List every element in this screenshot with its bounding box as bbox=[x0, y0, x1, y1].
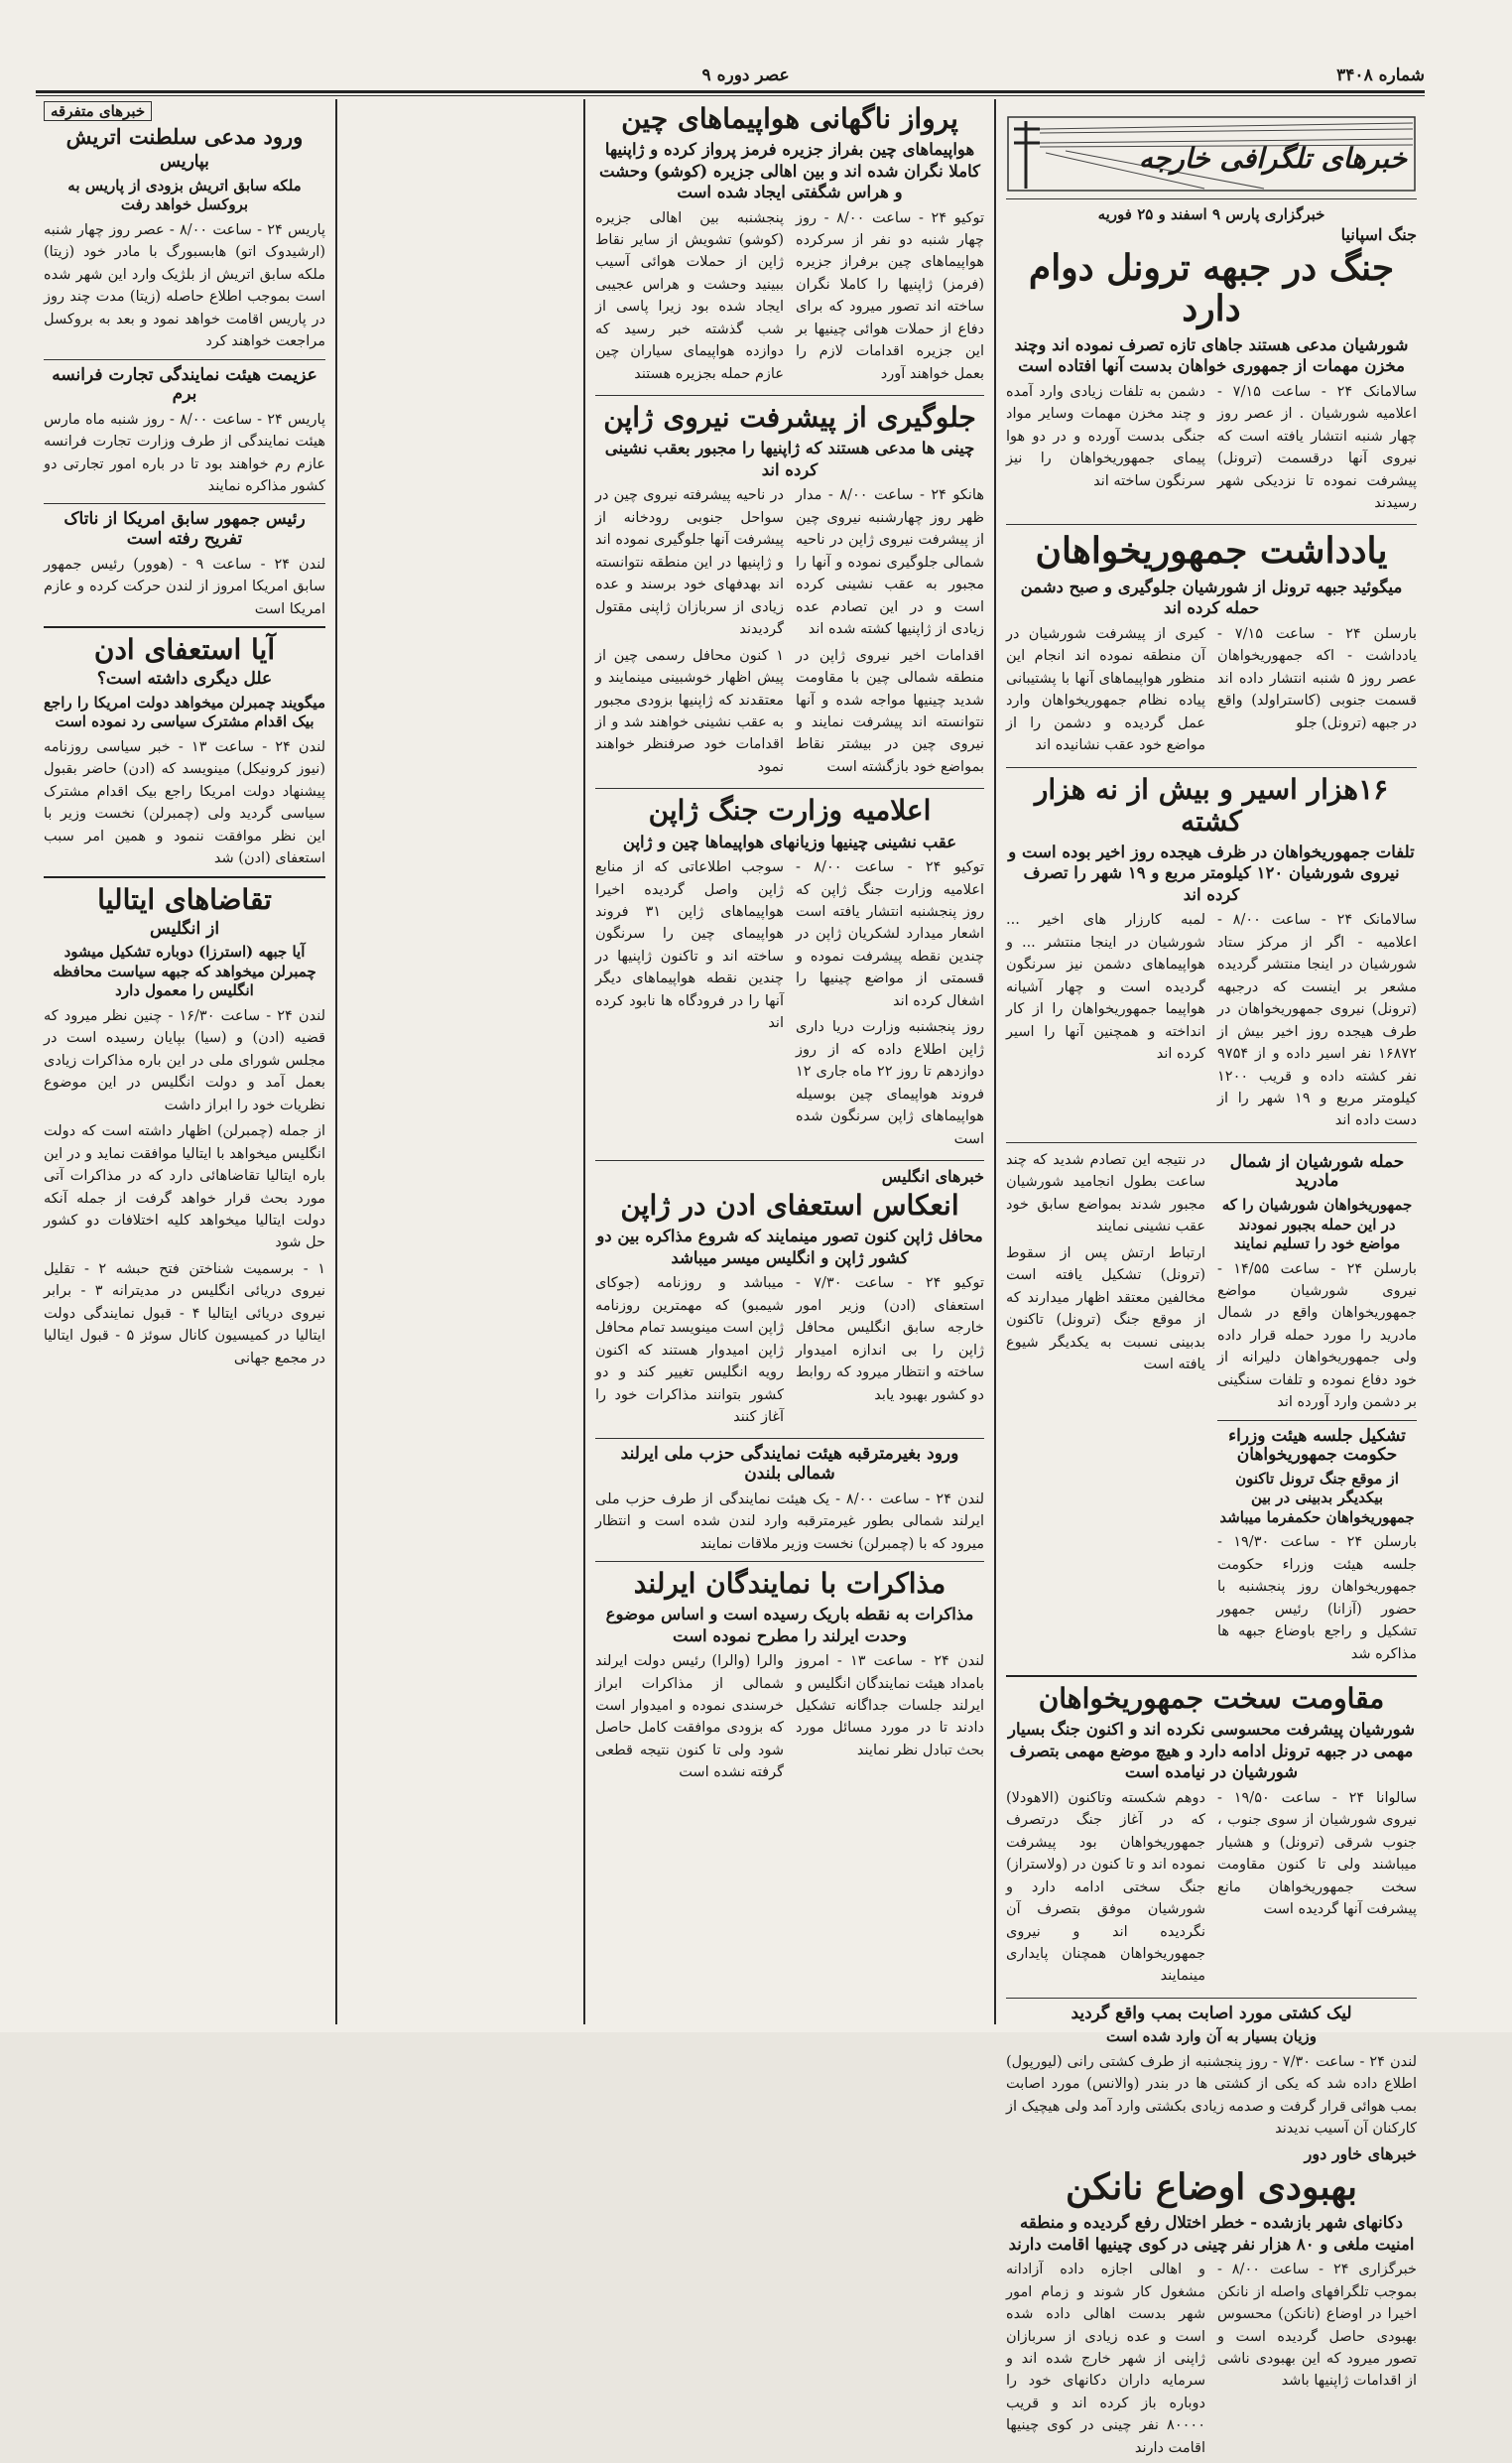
article-eden-japan-a: توکیو ۲۴ - ساعت ۷/۳۰ - استعفای (ادن) وزیر امور خارجه سابق انگلیس محافل ژاپن را بی اندازه امیدوار ساخته و انتظار میرود که روابط دو کشور بهبود یابد bbox=[796, 1275, 985, 1403]
article-madrid-attack-cont: در نتیجه این تصادم شدید که چند ساعت بطول انجامید شورشیان مجبور شدند بمواضع سابق خود عقب نشینی نمایند bbox=[1006, 1151, 1205, 1235]
article-teruel-b: دشمن به تلفات زیادی وارد آمده و چند مخزن مهمات وسایر مواد جنگی بدست آورده و در دو هوا پیمای جمهوریخواهان را نیز سرنگون ساخته اند bbox=[1006, 383, 1205, 489]
headline-cabinet: تشکیل جلسه هیئت وزراء حکومت جمهوریخواهان bbox=[1228, 1425, 1406, 1466]
article-italy-b: از جمله (چمبرلن) اظهار داشته است که دولت انگلیس میخواهد با ایتالیا موافقت نماید و در این باره ایتالیا تقاضاهائی دارد که در مذاکرات آتی مورد بحث قرار خواهد گرفت از جمله آنکه دولت ایتالیا میخواهد کلیه اختلافات دو کشور حل شود bbox=[44, 1123, 325, 1251]
headline-prisoners: ۱۶هزار اسیر و بیش از نه هزار کشته bbox=[1034, 772, 1389, 838]
article-teruel-a: سالامانک ۲۴ - ساعت ۷/۱۵ - اعلامیه شورشیان . از عصر روز چهار شنبه انتشار یافته است که نیروی آنها درقسمت (ترونل) پیشرفت نموده تا نزدیکی شهر رسیدند bbox=[1217, 383, 1417, 511]
dek-eden-resign: علل دیگری داشته است؟ bbox=[96, 669, 273, 690]
dek-italy-demands-b: آیا جبهه (استرزا) دوباره تشکیل میشود چمبرلن میخواهد که جبهه سیاست محافظه انگلیس را معمول دارد bbox=[53, 943, 316, 1000]
headline-republican-note: یادداشت جمهوریخواهان bbox=[1035, 530, 1388, 573]
article-cabinet-cont: ارتباط ارتش پس از سقوط (ترونل) تشکیل یافته است مخالفین معتقد اظهار میدارند که از موقع جنگ (ترونل) تاکنون بدبینی نسبت به یکدیگر شیوع یافته است bbox=[1006, 1244, 1205, 1373]
dek-prisoners: تلفات جمهوریخواهان در ظرف هیجده روز اخیر بوده است و نیروی شورشیان ۱۲۰ کیلومتر مربع و ۱۹ شهر را تصرف کرده اند bbox=[1008, 842, 1415, 904]
dek-italy-demands: از انگلیس bbox=[149, 918, 220, 939]
article-halt-a: هانکو ۲۴ - ساعت ۸/۰۰ - مدار ظهر روز چهارشنبه نیروی چین از پیشرفت نیروی ژاپن در ناحیه شمالی جلوگیری نموده و آنها را مجبور به عقب نشینی کرده است و در این تصادم عده زیادی از ژاپنیها کشته شده اند bbox=[796, 487, 985, 638]
column-divider-right bbox=[994, 99, 996, 2024]
dek-eden-resign-b: میگویند چمبرلن میخواهد دولت امریکا را راجع بیک اقدام مشترک سیاسی رد نموده است bbox=[44, 693, 325, 731]
article-italy-c: ۱ - برسمیت شناختن فتح حبشه ۲ - تقلیل نیروی دریائی انگلیس در مدیترانه ۳ - برابر نیروی دریائی ایتالیا ۴ - قبول نمایندگی دولت ایتالیا در کمیسیون کانال سوئز ۵ - قبول ایتالیا در مجمع جهانی bbox=[44, 1260, 326, 1366]
top-rule bbox=[36, 90, 1425, 93]
article-ship-bombed: لندن ۲۴ - ساعت ۷/۳۰ - روز پنجشنبه از طرف کشتی رانی (لیورپول) اطلاع داده شد که یکی از کشتی ها در بندر (والانس) مورد اصابت بمب هوائی قرار گرفت و صدمه زیادی بکشتی وارد آمد ولی هیچیک از کارکنان آن آسیب ندیدند bbox=[1006, 2053, 1417, 2138]
article-irish-delegation: لندن ۲۴ - ساعت ۸/۰۰ - یک هیئت نمایندگی از طرف حزب ملی ایرلند شمالی بطور غیرمترقبه وارد لندن شده است و انتظار میرود که با (چمبرلن) نخست وزیر ملاقات نمایند bbox=[595, 1491, 984, 1552]
article-ministry-a: توکیو ۲۴ - ساعت ۸/۰۰ - اعلامیه وزارت جنگ ژاپن که روز پنجشنبه انتشار یافته است اشعار میدارد لشکریان ژاپن در چندین نقطه پیشرفت نموده و قسمتی از مواضع چینیها را اشغال کرده اند bbox=[796, 859, 985, 1009]
headline-irish-delegation: ورود بغیرمترقبه هیئت نمایندگی حزب ملی ایرلند شمالی بلندن bbox=[620, 1444, 959, 1485]
article-ministry-b: سوجب اطلاعاتی که از منابع ژاپن واصل گردیده اخیرا هواپیماهای ژاپن ۳۱ فروند هواپیمای چین را سرنگون ساخته اند و تاکنون ژاپنیها در چندین نقطه هواپیماهای دیگر آنها را در فرودگاه ها نابود کرده اند bbox=[595, 859, 784, 1032]
headline-italy-demands: تقاضاهای ایتالیا bbox=[97, 882, 272, 916]
article-nanking-a: خبرگزاری ۲۴ - ساعت ۸/۰۰ - بموجب تلگرافهای واصله از نانکن اخیرا در اوضاع (نانکن) محسوس بهبودی حاصل گردیده است و تصور میرود که این بهبودی ناشی از اقدامات ژاپنیها باشد bbox=[1217, 2262, 1418, 2390]
dek-japan-halt: چینی ها مدعی هستند که ژاپنیها را مجبور بعقب نشینی کرده اند bbox=[604, 439, 975, 479]
dek-chinese-planes: هواپیماهای چین بفراز جزیره فرمز پرواز کرده و ژاپنیها کاملا نگران شده اند و بین اهالی جزیره (کوشو) وحشت و هراس شگفتی ایجاد شده است bbox=[598, 140, 980, 202]
headline-us-president: رئیس جمهور سابق امریکا از ناتاک تفریح رفته است bbox=[63, 509, 306, 550]
dek-eden-japan: محافل ژاپن کنون تصور مینمایند که شروع مذاکره بین دو کشور ژاپن و انگلیس میسر میباشد bbox=[596, 1227, 983, 1267]
dek-republican-note: میگوئید جبهه ترونل از شورشیان جلوگیری و صبح دشمن حمله کرده اند bbox=[1020, 577, 1403, 618]
section-kicker: جنگ اسپانیا bbox=[1340, 225, 1417, 244]
headline-chinese-planes: پرواز ناگهانی هواپیماهای چین bbox=[621, 102, 958, 135]
sub-austria-claimant: بپاریس bbox=[160, 152, 209, 173]
headline-japan-halt: جلوگیری از پیشرفت نیروی ژاپن bbox=[603, 401, 976, 435]
dek-war-ministry: عقب نشینی چینیها وزیانهای هواپیماها چین و ژاپن bbox=[622, 832, 957, 851]
column-divider-far-left bbox=[335, 99, 337, 2024]
article-prisoners-b: لمبه کارزار های اخیر ... شورشیان در اینجا منتشر ... و هواپیماهای دشمن نیز سرنگون گردیده است و چهار آشیانه هواپیما جمهوریخواهان را از کار انداخته و همچنین آنها را اسیر کرده اند bbox=[1006, 912, 1205, 1063]
misc-kicker: خبرهای متفرقه bbox=[44, 101, 325, 121]
article-note-a: بارسلن ۲۴ - ساعت ۷/۱۵ - یادداشت - اکه جمهوریخواهان عصر روز ۵ شنبه انتشار داده اند قسمت جنوبی (کاستراولد) واقع در جبهه (ترونل) جلو bbox=[1217, 625, 1418, 731]
headline-nanking: بهبودی اوضاع نانکن bbox=[1065, 2165, 1358, 2208]
dek-ship-bombed: وزیان بسیار به آن وارد شده است bbox=[1106, 2027, 1317, 2046]
article-halt-c: اقدامات اخیر نیروی ژاپن در منطقه شمالی چین با مقاومت شدید چینیها مواجه شده و آنها نتوانسته اند پیشرفت نمایند و نیروی چین در بیشتر نقاط بمواضع خود بازگشته است bbox=[796, 647, 984, 775]
headline-war-ministry: اعلامیه وزارت جنگ ژاپن bbox=[648, 794, 932, 828]
headline-madrid-attack: حمله شورشیان از شمال مادرید bbox=[1229, 1151, 1405, 1192]
article-ministry-c: روز پنجشنبه وزارت دریا داری ژاپن اطلاع داده که از روز دوازدهم تا روز ۲۲ ماه جاری ۱۲ فروند هواپیمای چین بوسیله هواپیماهای ژاپن سرنگون شده است bbox=[796, 1019, 984, 1147]
headline-french-trade: عزیمت هیئت نمایندگی تجارت فرانسه برم bbox=[52, 364, 317, 405]
article-eden-japan-b: میباشد و روزنامه (جوکای شیمبو) که مهمترین روزنامه ژاپن است مینویسد تمام محافل ژاپن امیدوار هستند که اکنون رویه انگلیس تغییر کند و دو کشور بتوانند مذاکرات خود را آغاز کنند bbox=[595, 1275, 784, 1425]
masthead bbox=[36, 62, 1425, 89]
top-rule-thin bbox=[36, 95, 1425, 96]
masthead-center: عصر دوره ۹ bbox=[701, 65, 790, 85]
column-middle bbox=[587, 99, 992, 2022]
article-planes-a: توکیو ۲۴ - ساعت ۸/۰۰ - روز چهار شنبه دو نفر از سرکرده هواپیماهای چین برفراز جزیره (فرمز) ژاپنیها را کاملا نگران ساخته اند تصور میرود که برای دفاع از حملات هوائی چینیها بر این جزیره اقدامات لازم را بعمل خواهند آورد bbox=[796, 209, 985, 382]
dek-cabinet: از موقع جنگ ترونل تاکنون بیکدیگر بدبینی در بین جمهوریخواهان حکمفرما میباشد bbox=[1219, 1469, 1415, 1526]
article-halt-b: در ناحیه پیشرفته نیروی چین در سواحل جنوبی رودخانه از پیشرفت آنها جلوگیری نموده اند و ژاپنیها در این منطقه نتوانسته اند بهدفهای خود برسند و عده زیادی از سربازان ژاپنی مقتول گردیدند bbox=[595, 487, 784, 638]
headline-ship-bombed: لیک کشتی مورد اصابت بمب واقع گردید bbox=[1071, 2003, 1352, 2023]
article-eden-resign: لندن ۲۴ - ساعت ۱۳ - خبر سیاسی روزنامه (نیوز کرونیکل) مینویسد که (ادن) حاضر بقبول پیشنهاد دولت امریکا راجع بیک اقدام مشترک سیاسی گردید ولی (چمبرلن) نخست وزیر با این نظر موافقت ننمود و همین امر سبب استعفای (ادن) شد bbox=[44, 738, 325, 867]
headline-resistance: مقاومت سخت جمهوریخواهان bbox=[1038, 1682, 1385, 1716]
headline-teruel-war: جنگ در جبهه ترونل دوام دارد bbox=[1028, 247, 1395, 330]
article-cabinet: بارسلن ۲۴ - ساعت ۱۹/۳۰ - جلسه هیئت وزراء حکومت جمهوریخواهان روز پنجشنبه با حضور (آزانا) رئیس جمهور تشکیل و راجع باوضاع جبهه ها مذاکره شد bbox=[1217, 1534, 1417, 1662]
article-irish-talks-b: والرا (والرا) رئیس دولت ایرلند شمالی از مذاکرات ابراز خرسندی نموده و امیدوار است که بزودی موافقت کامل حاصل شود ولی تا کنون نتیجه قطعی گرفته نشده است bbox=[595, 1653, 784, 1781]
article-austria-claimant: پاریس ۲۴ - ساعت ۸/۰۰ - عصر روز چهار شنبه (ارشیدوک اتو) هابسبورگ با مادر خود (زیتا) ملکه سابق اتریش از بلژیک وارد این شهر شده است بموجب اطلاع حاصله (زیتا) مدت چند روز در پاریس اقامت خواهد نمود و بعد به بروکسل مراجعت خواهند کرد bbox=[44, 221, 326, 350]
headline-eden-resign: آیا استعفای ادن bbox=[93, 632, 276, 666]
headline-austria-claimant: ورود مدعی سلطنت اتریش bbox=[65, 124, 304, 149]
news-agency-line: خبرگزاری پارس ۹ اسفند و ۲۵ فوریه bbox=[1097, 205, 1325, 223]
dek-austria-claimant: ملکه سابق اتریش بزودی از پاریس به بروکسل خواهد رفت bbox=[67, 176, 302, 214]
column-left bbox=[36, 99, 333, 2022]
dek-resistance: شورشیان پیشرفت محسوسی نکرده اند و اکنون جنگ بسیار مهمی در جبهه ترونل ادامه دارد و هیچ موضع مهمی بتصرف شورشیان در نیامده است bbox=[1008, 1720, 1415, 1782]
far-east-kicker: خبرهای خاور دور bbox=[1304, 2143, 1417, 2163]
article-halt-d: ۱ کنون محافل رسمی چین از پیش اظهار خوشبینی مینمایند و معتقدند که ژاپنیها بزودی مجبور به عقب نشینی خواهند شد و از اقدامات خود صرفنظر خواهند نمود bbox=[595, 647, 784, 775]
article-planes-b: پنجشنبه بین اهالی جزیره (کوشو) تشویش از سایر نقاط ژاپن از حملات هوائی آسیب ببینید وحشت و هراس عجیبی ایجاد شده بود زیرا پاسی از شب گذشته خبر رسید که دوازده هواپیمای سیاران چین عازم حمله بجزیره هستند bbox=[595, 209, 784, 382]
article-nanking-b: و اهالی اجازه داده آزادانه مشغول کار شوند و زمام امور شهر بدست اهالی داده شده است و عده زیادی از سربازان ژاپنی از شهر خارج شده اند و سرمایه داران دکانهای خود را دوباره باز کرده اند و قریب ۸۰۰۰۰ نفر چینی در کوی چینیها اقامت دارند bbox=[1006, 2262, 1205, 2456]
column-divider-left bbox=[583, 99, 585, 2024]
headline-eden-japan: انعکاس استعفای ادن در ژاپن bbox=[620, 1189, 959, 1223]
issue-number: شماره ۳۴۰۸ bbox=[1336, 65, 1425, 85]
article-french-trade: پاریس ۲۴ - ساعت ۸/۰۰ - روز شنبه ماه مارس هیئت نمایندگی از طرف وزارت تجارت فرانسه عازم رم خواهند بود تا در باره امور تجارتی دو کشور مذاکره نمایند bbox=[44, 411, 325, 494]
article-us-president: لندن ۲۴ - ساعت ۹ - (هوور) رئیس جمهور سابق امریکا امروز از لندن حرکت کرده و عازم امریکا است bbox=[44, 556, 325, 617]
dek-nanking: دکانهای شهر بازشده - خطر اختلال رفع گردیده و منطقه امنیت ملغی و ۸۰ هزار نفر چینی در کوی چینیها اقامت دارند bbox=[1008, 2213, 1415, 2254]
dek-madrid-attack: جمهوریخواهان شورشیان را که در این حمله بجبور نمودند مواضع خود را تسلیم نمایند bbox=[1221, 1196, 1413, 1253]
article-madrid-attack: بارسلن ۲۴ - ساعت ۱۴/۵۵ - نیروی شورشیان مواضع جمهوریخواهان واقع در شمال مادرید را مورد حمله قرار داده ولی جمهوریخواهان دلیرانه از خود دفاع نموده و تلفات سنگینی بر دشمن وارد آورده اند bbox=[1217, 1260, 1417, 1411]
article-note-b: کیری از پیشرفت شورشیان در آن منطقه نموده اند انجام این منظور هواپیماهای آنها با پشتیبانی پیاده نظام جمهوریخواهان وارد عمل گردیده و دشمن را از مواضع خود عقب نشانیده اند bbox=[1006, 625, 1205, 754]
article-italy-a: لندن ۲۴ - ساعت ۱۶/۳۰ - چنین نظر میرود که قضیه (ادن) و (سیا) بپایان رسیده است در مجلس شورای ملی در این باره مذاکرات زیادی بعمل آمد و دولت انگلیس در این موضوع نظریات خود را ابراز داشت bbox=[44, 1007, 325, 1113]
dek-irish-talks: مذاکرات به نقطه باریک رسیده است و اساس موضوع وحدت ایرلند را مطرح نموده است bbox=[605, 1605, 974, 1645]
article-prisoners-a: سالامانک ۲۴ - ساعت ۸/۰۰ - اعلامیه - اگر از مرکز ستاد شورشیان در اینجا منتشر گردیده مشعر بر اینست که درجبهه (ترونل) نیروی جمهوریخواهان در طرف هیجده روز اخیر بیش از ۱۶۸۷۲ نفر اسیر داده و از ۹۷۵۴ نفر کشته داده و قریب ۱۲۰۰ کیلومتر مربع و ۱۹ شهر را از دست داده اند bbox=[1217, 912, 1417, 1129]
article-irish-talks-a: لندن ۲۴ - ساعت ۱۳ - امروز بامداد هیئت نمایندگان انگلیس و ایرلند جلسات جداگانه تشکیل دادند تا در مورد مسائل مورد بحث تبادل نظر نمایند bbox=[796, 1653, 985, 1758]
telegraph-section-logo bbox=[1006, 103, 1417, 199]
dek-teruel-war: شورشیان مدعی هستند جاهای تازه تصرف نموده اند وچند مخزن مهمات از جمهوری خواهان بدست آنها افتاده است bbox=[1014, 334, 1409, 376]
article-resistance-b: دوهم شکسته وتاکنون (الاهودلا) که در آغاز جنگ درتصرف جمهوریخواهان بود پیشرفت نموده اند و تا کنون در (ولاستراز) جنگ سختی ادامه دارد و شورشیان موفق بتصرف آن نگردیده اند و نیروی جمهوریخواهان همچنان پایداری مینمایند bbox=[1006, 1789, 1205, 1985]
telegraph-section-title: خبرهای تلگرافی خارجه bbox=[1138, 142, 1407, 175]
column-right bbox=[998, 99, 1425, 2456]
article-resistance-a: سالوانا ۲۴ - ساعت ۱۹/۵۰ - نیروی شورشیان از سوی جنوب ، جنوب شرقی (ترونل) و هشیار میباشند ولی تا کنون مقاومت سخت جمهوریخواهان مانع پیشرفت آنها گردیده است bbox=[1217, 1789, 1417, 1918]
england-kicker: خبرهای انگلیس bbox=[881, 1167, 984, 1187]
headline-irish-talks: مذاکرات با نمایندگان ایرلند bbox=[633, 1566, 946, 1600]
